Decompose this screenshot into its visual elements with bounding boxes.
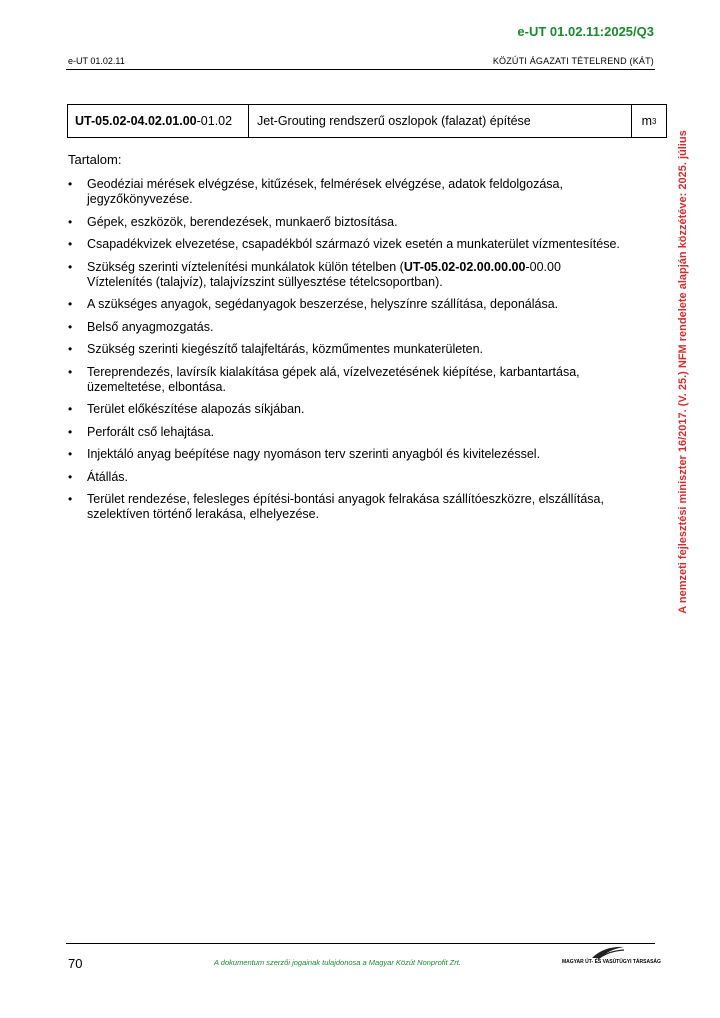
header-divider xyxy=(66,69,655,70)
list-item: • Átállás. xyxy=(68,470,628,485)
list-item: • Csapadékvizek elvezetése, csapadékból származó vizek esetén a munkaterület vízmentesítése. xyxy=(68,237,628,252)
content-label: Tartalom: xyxy=(68,152,122,167)
list-item: • Szükség szerinti kiegészítő talajfeltárás, közműmentes munkaterületen. xyxy=(68,342,628,357)
list-item: • A szükséges anyagok, segédanyagok beszerzése, helyszínre szállítása, deponálása. xyxy=(68,297,628,312)
list-item: • Gépek, eszközök, berendezések, munkaerő biztosítása. xyxy=(68,215,628,230)
list-item-text: Szükség szerinti víztelenítési munkálatok külön tételben (UT-05.02-02.00.00.00-00.00 Víztelenítés (talajvíz), talajvízszint süllyesztése tételcsoportban). xyxy=(87,259,561,289)
item-code-bold: UT-05.02-04.02.01.00 xyxy=(75,114,197,128)
content-list xyxy=(68,177,628,530)
item-table xyxy=(67,104,667,138)
page-number: 70 xyxy=(68,956,83,971)
logo-mark-icon xyxy=(590,944,626,960)
list-item: • Perforált cső lehajtása. xyxy=(68,425,628,440)
list-item: • Terület rendezése, felesleges építési-bontási anyagok felrakása szállítóeszközre, elszállítása, szelektíven történő lerakása, elhelyezése. xyxy=(68,492,628,522)
document-code: e-UT 01.02.11:2025/Q3 xyxy=(517,24,654,39)
item-code-cell xyxy=(68,105,249,137)
item-unit-exponent: 3 xyxy=(651,116,657,126)
item-code-suffix: -01.02 xyxy=(196,114,233,128)
item-description: Jet-Grouting rendszerű oszlopok (falazat) építése xyxy=(249,105,632,137)
item-unit-base: m xyxy=(641,114,652,128)
list-item: • Belső anyagmozgatás. xyxy=(68,320,628,335)
list-item: • Injektáló anyag beépítése nagy nyomáson terv szerinti anyagból és kivitelezéssel. xyxy=(68,447,628,462)
list-item: • Terület előkészítése alapozás síkjában. xyxy=(68,402,628,417)
side-publication-text: A nemzeti fejlesztési miniszter 16/2017. (V. 25.) NFM rendelete alapján közzétéve: 2025. július xyxy=(677,130,689,614)
organization-logo xyxy=(562,944,661,970)
list-item xyxy=(68,260,628,290)
item-unit-cell xyxy=(632,105,666,137)
list-item: • Geodéziai mérések elvégzése, kitűzések, felmérések elvégzése, adatok feldolgozása, jegyzőkönyvezése. xyxy=(68,177,628,207)
list-item: • Tereprendezés, lavírsík kialakítása gépek alá, vízelvezetésének kiépítése, karbantartása, üzemeltetése, elbontása. xyxy=(68,365,628,395)
logo-text: MAGYAR ÚT- ÉS VASÚTÜGYI TÁRSASÁG xyxy=(562,959,661,965)
copyright-note: A dokumentum szerzői jogainak tulajdonosa a Magyar Közút Nonprofit Zrt. xyxy=(214,958,461,967)
header-right-title: KÖZÚTI ÁGAZATI TÉTELREND (KÁT) xyxy=(492,56,654,66)
header-left-code: e-UT 01.02.11 xyxy=(68,56,125,66)
